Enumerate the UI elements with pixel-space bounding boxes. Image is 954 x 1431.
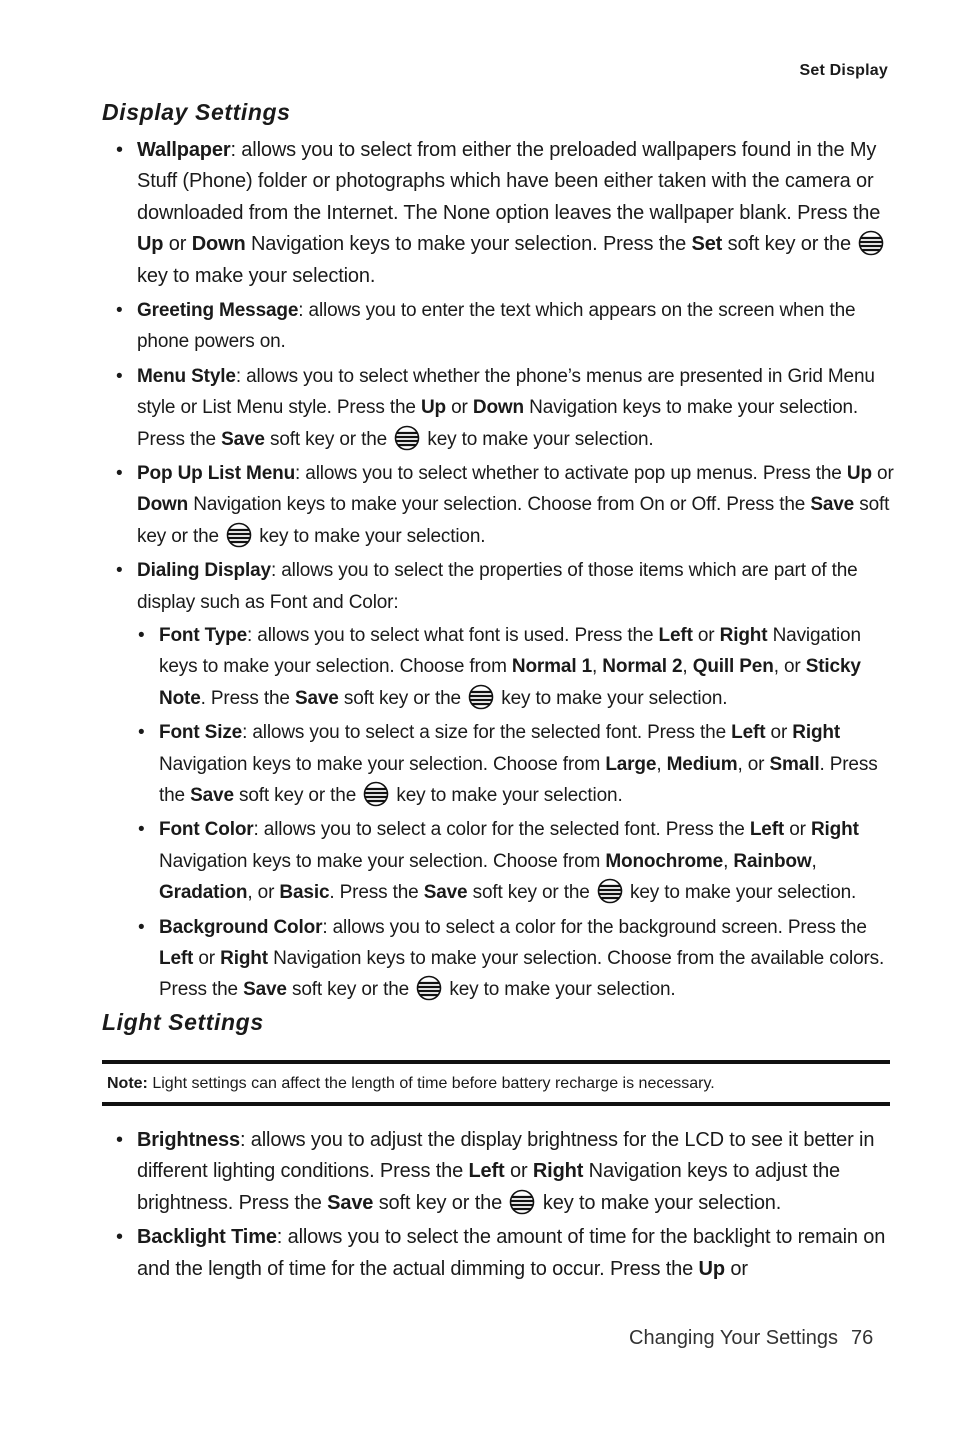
light-settings-list [116,1125,896,1288]
att-globe-icon [597,878,623,904]
heading-display-settings: Display Settings [102,99,291,125]
list-item-wallpaper: • Wallpaper: allows you to select from either the preloaded wallpapers found in the My Stuff (Phone) folder or photographs which have been either taken with the camera or downloaded from the Internet. The None option leaves the wallpaper blank. Press the Up or Down Navigation keys to make your selection. Press the Set soft key or the key to make your selection. [116,135,896,292]
heading-light-settings: Light Settings [102,1009,264,1035]
running-head: Set Display [799,62,888,79]
att-globe-icon [509,1189,535,1215]
list-item-font-color: • Font Color: allows you to select a color for the selected font. Press the Left or Right Navigation keys to make your selection. Choose from Monochrome, Rainbow, Gradation, or Basic. Press the Save soft key or the key to make your selection. [138,814,898,908]
list-item-font-type: • Font Type: allows you to select what font is used. Press the Left or Right Navigation keys to make your selection. Choose from Normal 1, Normal 2, Quill Pen, or Sticky Note. Press the Save soft key or the key to make your selection. [138,620,898,714]
term-backlight-time: Backlight Time [137,1226,277,1249]
list-item-background-color: • Background Color: allows you to select a color for the background screen. Press the Left or Right Navigation keys to make your selection. Choose from the available colors. Press the Save soft key or the key to make your selection. [138,912,898,1006]
term-greeting-message: Greeting Message [137,300,299,322]
att-globe-icon [394,425,420,451]
list-item-font-size: • Font Size: allows you to select a size for the selected font. Press the Left or Right Navigation keys to make your selection. Choose from Large, Medium, or Small. Press the Save soft key or the key to make your selection. [138,717,898,811]
att-globe-icon [416,975,442,1001]
term-font-color: Font Color [159,819,254,841]
term-pop-up-list-menu: Pop Up List Menu [137,463,296,485]
note-box [102,1060,890,1106]
term-brightness: Brightness [137,1129,240,1151]
footer-title: Changing Your Settings [629,1327,839,1349]
list-item-menu-style: • Menu Style: allows you to select whether the phone’s menus are presented in Grid Menu style or List Menu style. Press the Up or Down Navigation keys to make your selection. Press the Save soft key or the key to make your selection. [116,361,896,455]
list-item-brightness: • Brightness: allows you to adjust the display brightness for the LCD to see it better in different lighting conditions. Press the Left or Right Navigation keys to adjust the brightness. Press the Save soft key or the key to make your selection. [116,1125,896,1219]
att-globe-icon [363,781,389,807]
term-menu-style: Menu Style [137,365,236,387]
display-settings-list [116,135,896,621]
term-background-color: Background Color [159,916,323,938]
att-globe-icon [226,522,252,548]
att-globe-icon [858,230,884,256]
list-item-backlight-time: • Backlight Time: allows you to select the amount of time for the backlight to remain on and the length of time for the actual dimming to occur. Press the Up or [116,1222,896,1285]
list-item-pop-up-list-menu: • Pop Up List Menu: allows you to select whether to activate pop up menus. Press the Up or Down Navigation keys to make your selection. Choose from On or Off. Press the Save soft key or the key to make your selection. [116,458,896,552]
term-wallpaper: Wallpaper [137,139,231,161]
term-dialing-display: Dialing Display [137,560,271,582]
note-text: Note: Light settings can affect the length of time before battery recharge is necessary. [107,1075,715,1092]
term-font-type: Font Type [159,625,248,646]
att-globe-icon [468,684,494,710]
page-number: 76 [851,1327,874,1349]
note-label: Note: [107,1075,148,1092]
list-item-greeting-message: • Greeting Message: allows you to enter the text which appears on the screen when the phone powers on. [116,295,896,358]
dialing-display-sublist [138,620,898,1009]
list-item-dialing-display: • Dialing Display: allows you to select the properties of those items which are part of the display such as Font and Color: [116,555,896,618]
term-font-size: Font Size [159,722,243,744]
